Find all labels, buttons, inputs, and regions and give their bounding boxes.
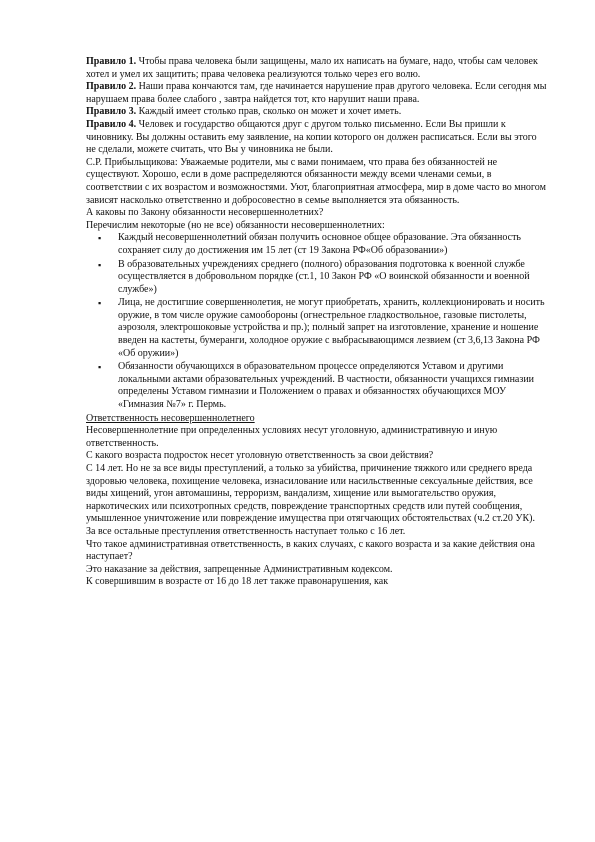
list-item xyxy=(86,232,548,257)
closing-paragraph: С 14 лет. Но не за все виды преступлений, а только за убийства, причинение тяжкого или среднего вреда здоровью человека, похищение человека, изнасилование или насильственные сексуальные действия, все виды хищений, угон автомашины, терроризм, вандализм, хищение или вымогательство оружия, наркотических или психотропных средств, повреждение транспортных средств или путей сообщения, умышленное уничтожение или повреждение имущества при отягчающих обстоятельствах (ч.2 ст.20 УК). xyxy=(86,463,535,525)
rule-paragraph-3 xyxy=(86,106,548,119)
rule-title: Правило 4. xyxy=(86,118,137,130)
rule-text: Наши права кончаются там, где начинается нарушение прав другого человека. Если сегодня мы нарушаем права более слабого , завтра найдется тот, кто нарушит наши права. xyxy=(86,81,547,105)
question-paragraph: А каковы по Закону обязанности несовершеннолетних? xyxy=(86,207,324,219)
list-item-text: Обязанности обучающихся в образовательном процессе определяются Уставом и другими локальными актами образовательных учреждений. В частности, обязанности учащихся гимназии определены Уставом гимназии и Положением о правах и обязанностях обучающихся МОУ «Гимназия №7» г. Пермь. xyxy=(118,361,535,411)
list-item-text: В образовательных учреждениях среднего (полного) образования подготовка к военной службе осуществляется в добровольном порядке (ст.1, 10 Закон РФ «О воинской обязанности и военной службе») xyxy=(118,258,530,295)
rule-title: Правило 3. xyxy=(86,106,137,118)
list-item xyxy=(86,361,548,411)
list-item-text: Лица, не достигшие совершеннолетия, не могут приобретать, хранить, коллекционировать и носить оружие, в том числе оружие самообороны (огнестрельное гладкоствольное, газовые пистолеты, аэрозоля, электрошоковые устройства и пр.); полный запрет на изготовление, хранение и ношение введен на кастеты, бумеранги, холодное оружие с выбрасывающимся лезвием (ст 3,6,13 Закона РФ «Об оружии») xyxy=(118,297,545,359)
document-body xyxy=(86,56,548,589)
square-bullet-icon: ▪ xyxy=(98,259,102,270)
closing-paragraph: Что такое административная ответственность, в каких случаях, с какого возраста и за какие действия она наступает? xyxy=(86,538,535,563)
square-bullet-icon: ▪ xyxy=(98,298,102,309)
list-item xyxy=(86,259,548,297)
closing-paragraph: За все остальные преступления ответственность наступает только с 16 лет. xyxy=(86,525,406,537)
rule-paragraph-1 xyxy=(86,56,548,81)
rule-paragraph-2 xyxy=(86,81,548,106)
rule-text: Человек и государство общаются друг с другом только письменно. Если Вы пришли к чиновнику. Вы должны оставить ему заявление, на копии которого он должен расписаться. Если вы этого не сделали, можете считать, что Вы у чиновника не были. xyxy=(86,118,537,156)
square-bullet-icon: ▪ xyxy=(98,362,102,373)
closing-paragraph: Несовершеннолетние при определенных условиях несут уголовную, административную и иную ответственность. xyxy=(86,425,498,449)
rule-title: Правило 1. xyxy=(86,56,137,67)
closing-paragraph: Это наказание за действия, запрещенные Административным кодексом. xyxy=(86,563,393,575)
rule-text: Каждый имеет столько прав, сколько он может и хочет иметь. xyxy=(136,106,402,118)
intro-paragraph: С.Р. Прибыльщикова: Уважаемые родители, мы с вами понимаем, что права без обязанностей не существуют. Хорошо, если в доме распределяются обязанности между всеми членами семьи, в соответствии с их возрастом и возможностями. Уют, благоприятная атмосфера, мир в доме часто во многом зависят насколько ответственно и добросовестно в семье выполняется эта обязанность. xyxy=(86,156,546,206)
section-title: Ответственность несовершеннолетнего xyxy=(86,412,255,424)
list-item xyxy=(86,297,548,360)
closing-paragraph: С какого возраста подросток несет уголовную ответственность за свои действия? xyxy=(86,450,434,462)
rule-text: Чтобы права человека были защищены, мало их написать на бумаге, надо, чтобы сам человек хотел и умел их защитить; права человека реализуются только через его волю. xyxy=(86,56,538,80)
list-item-text: Каждый несовершеннолетний обязан получить основное общее образование. Эта обязанность сохраняет силу до достижения им 15 лет (ст 19 Закона РФ«Об образовании») xyxy=(118,232,521,256)
obligations-list xyxy=(86,232,548,411)
square-bullet-icon: ▪ xyxy=(98,233,102,244)
list-intro-paragraph: Перечислим некоторые (но не все) обязанности несовершеннолетних: xyxy=(86,219,385,231)
rule-paragraph-4 xyxy=(86,119,548,157)
closing-paragraph: К совершившим в возрасте от 16 до 18 лет также правонарушения, как xyxy=(86,576,389,588)
rule-title: Правило 2. xyxy=(86,81,137,93)
